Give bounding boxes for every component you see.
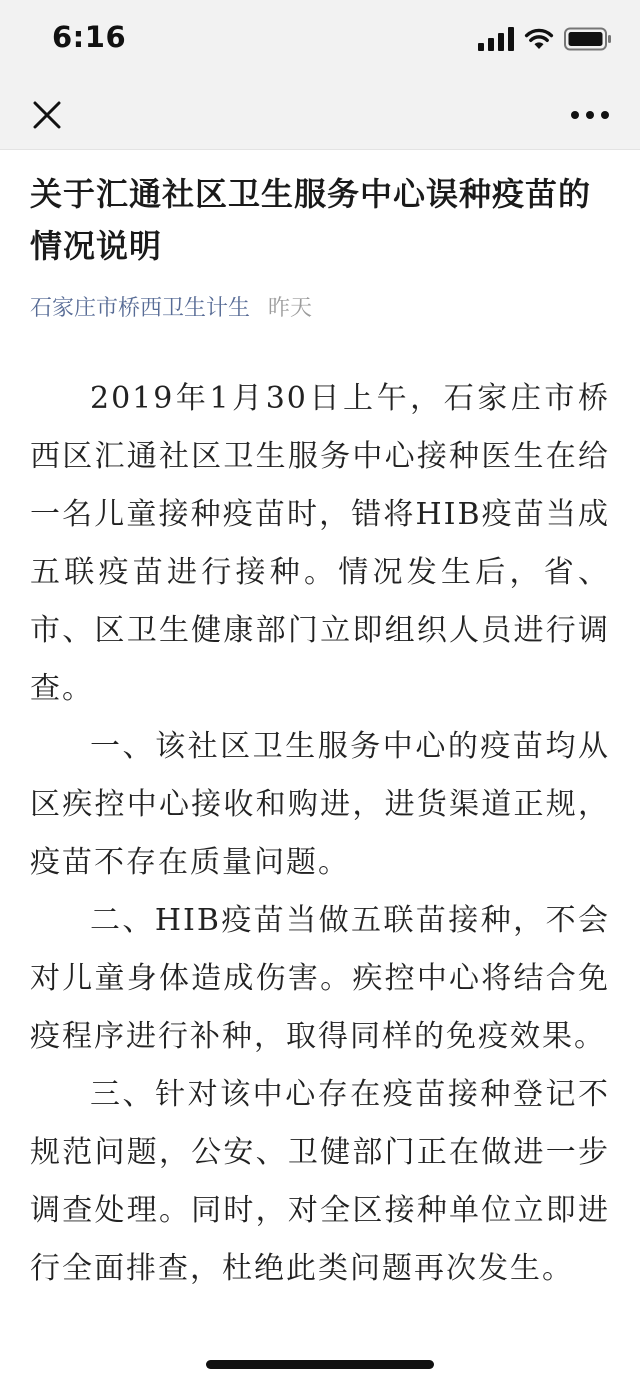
wifi-icon (524, 27, 554, 51)
status-time: 6:16 (52, 20, 127, 54)
account-name-link[interactable]: 石家庄市桥西卫生计生 (30, 296, 251, 321)
paragraph: 三、针对该中心存在疫苗接种登记不规范问题，公安、卫健部门正在做进一步调查处理。同时，对全区接种单位立即进行全面排查，杜绝此类问题再次发生。 (30, 1077, 610, 1286)
more-icon (570, 110, 610, 120)
publish-date: 昨天 (268, 296, 313, 321)
close-button[interactable] (22, 90, 72, 140)
nav-bar (0, 80, 640, 150)
paragraph: 二、HIB疫苗当做五联苗接种，不会对儿童身体造成伤害。疾控中心将结合免疫程序进行补种，取得同样的免疫效果。 (30, 903, 610, 1054)
signal-icon (478, 27, 514, 51)
status-icons (478, 24, 612, 54)
article-meta (30, 292, 610, 326)
article-body (30, 370, 610, 1298)
paragraph: 2019年1月30日上午，石家庄市桥西区汇通社区卫生服务中心接种医生在给一名儿童接种疫苗时，错将HIB疫苗当成五联疫苗进行接种。情况发生后，省、市、区卫生健康部门立即组织人员进行调查。 (30, 381, 610, 706)
close-icon (32, 100, 62, 130)
battery-icon (564, 27, 612, 51)
more-button[interactable] (562, 90, 618, 140)
article (0, 151, 640, 1298)
home-indicator[interactable] (206, 1360, 434, 1369)
status-bar (0, 0, 640, 80)
article-title: 关于汇通社区卫生服务中心误种疫苗的情况说明 (30, 175, 592, 265)
paragraph: 一、该社区卫生服务中心的疫苗均从区疾控中心接收和购进，进货渠道正规，疫苗不存在质量问题。 (30, 729, 610, 880)
